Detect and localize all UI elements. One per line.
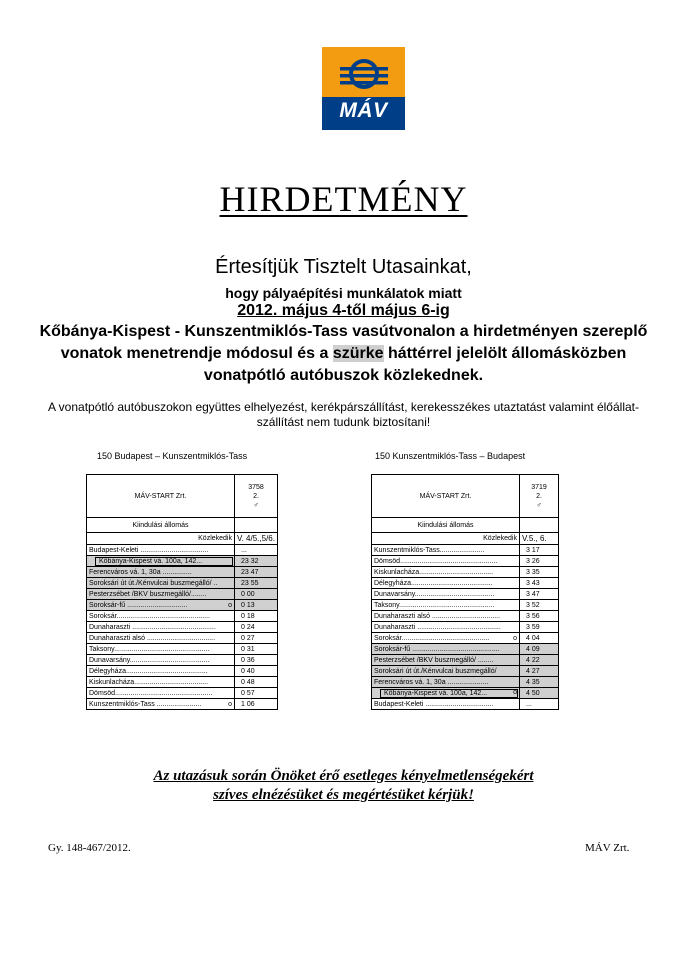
table-row bbox=[372, 545, 559, 556]
table-row bbox=[87, 578, 278, 589]
timetable-left-title: 150 Budapest – Kunszentmiklós-Tass bbox=[97, 451, 248, 461]
table-row bbox=[87, 633, 278, 644]
time-cell: 3 47 bbox=[520, 589, 559, 600]
time-cell: 0 57 bbox=[235, 688, 278, 699]
time-cell: 0 18 bbox=[235, 611, 278, 622]
timetable-right bbox=[371, 474, 559, 710]
time-cell: 3 59 bbox=[520, 622, 559, 633]
table-row bbox=[87, 556, 278, 567]
table-row bbox=[87, 589, 278, 600]
time-cell: 1 06 bbox=[235, 699, 278, 710]
time-cell: 0 24 bbox=[235, 622, 278, 633]
operates-label: Közlekedik bbox=[87, 533, 235, 545]
station-cell: Dunaharaszti ........................................... bbox=[87, 622, 235, 633]
mav-wheel-icon bbox=[336, 53, 392, 95]
origin-label: Kiindulási állomás bbox=[87, 518, 235, 533]
table-row bbox=[87, 644, 278, 655]
station-cell: Dunavarsány......................................... bbox=[372, 589, 520, 600]
time-cell: ... bbox=[520, 699, 559, 710]
table-row bbox=[372, 699, 559, 710]
time-cell: 4 22 bbox=[520, 655, 559, 666]
bike-icon: ♂ bbox=[536, 501, 542, 509]
station-cell: Délegyháza.......................................... bbox=[372, 578, 520, 589]
station-cell: Dunaharaszti alsó ................................... bbox=[372, 611, 520, 622]
table-row bbox=[87, 666, 278, 677]
operates-label: Közlekedik bbox=[372, 533, 520, 545]
table-row bbox=[372, 666, 559, 677]
issuer-name: MÁV Zrt. bbox=[585, 842, 630, 854]
table-row bbox=[372, 611, 559, 622]
operates-value: V. 4/5.,5/6. bbox=[235, 533, 278, 545]
time-cell: 23 55 bbox=[235, 578, 278, 589]
table-row bbox=[87, 567, 278, 578]
table-row bbox=[372, 589, 559, 600]
station-cell: Kőbánya-Kispest vá. 100a, 142... bbox=[87, 556, 235, 567]
time-cell: 23 32 bbox=[235, 556, 278, 567]
station-cell: Ferencváros vá. 1, 30a ............... bbox=[87, 567, 235, 578]
station-cell: Dunaharaszti alsó ................................... bbox=[87, 633, 235, 644]
service-notice: A vonatpótló autóbuszokon együttes elhelyezést, kerékpárszállítást, kerekesszékes utaztatást valamint élőállat-szállítást nem tudunk biztosítani! bbox=[48, 400, 639, 429]
stop-marker: o bbox=[513, 688, 517, 696]
page-title: HIRDETMÉNY bbox=[219, 179, 468, 219]
timetable-right-title: 150 Kunszentmiklós-Tass – Budapest bbox=[375, 451, 526, 461]
station-cell: Soroksári út út./Kénvulcai buszmegálló/ bbox=[372, 666, 520, 677]
station-cell: Kunszentmiklós-Tass....................... bbox=[372, 545, 520, 556]
time-cell: 3 26 bbox=[520, 556, 559, 567]
bike-icon: ♂ bbox=[253, 501, 259, 509]
station-cell: Kiskunlacháza...................................... bbox=[87, 677, 235, 688]
time-cell: 3 43 bbox=[520, 578, 559, 589]
stop-marker: o bbox=[513, 634, 517, 642]
operator-cell: MÁV-START Zrt. bbox=[372, 475, 520, 518]
time-cell: 3 56 bbox=[520, 611, 559, 622]
announcement-body: Kőbánya-Kispest - Kunszentmiklós-Tass vasútvonalon a hirdetményen szereplő vonatok menetrendje módosul és a szürke háttérrel jelelölt állomásközben vonatpótló autóbuszok közlekednek. bbox=[39, 323, 648, 384]
table-row bbox=[87, 655, 278, 666]
stop-marker: o bbox=[228, 601, 232, 609]
train-header: 3719 2. ♂ bbox=[520, 475, 559, 518]
time-cell: 3 52 bbox=[520, 600, 559, 611]
table-row bbox=[372, 633, 559, 644]
timetable-left bbox=[86, 474, 278, 710]
time-cell: 0 31 bbox=[235, 644, 278, 655]
station-cell: Délegyháza.......................................... bbox=[87, 666, 235, 677]
time-cell: 4 50 bbox=[520, 688, 559, 699]
station-cell: Dömsöd.................................................. bbox=[87, 688, 235, 699]
time-cell: ... bbox=[235, 545, 278, 556]
station-cell: Budapest-Keleti ................................... bbox=[372, 699, 520, 710]
table-row bbox=[372, 688, 559, 699]
station-cell: Budapest-Keleti ................................... bbox=[87, 545, 235, 556]
table-row bbox=[87, 611, 278, 622]
station-cell: Dunavarsány......................................... bbox=[87, 655, 235, 666]
table-row bbox=[372, 677, 559, 688]
time-cell: 4 09 bbox=[520, 644, 559, 655]
station-cell: o Soroksár............................................. bbox=[372, 633, 520, 644]
station-cell: Taksony................................................. bbox=[87, 644, 235, 655]
table-row bbox=[87, 622, 278, 633]
table-row bbox=[87, 688, 278, 699]
time-cell: 0 00 bbox=[235, 589, 278, 600]
time-cell: 0 27 bbox=[235, 633, 278, 644]
station-cell: Pesterzsébet /BKV buszmegálló/........ bbox=[87, 589, 235, 600]
table-row bbox=[87, 677, 278, 688]
reason-line: hogy pályaépítési munkálatok miatt bbox=[225, 285, 462, 301]
station-cell: Pesterzsébet /BKV buszmegálló/ ........ bbox=[372, 655, 520, 666]
table-row bbox=[372, 600, 559, 611]
origin-label: Kiindulási állomás bbox=[372, 518, 520, 533]
station-cell: o Kőbánya-Kispest vá. 100a, 142... bbox=[372, 688, 520, 699]
time-cell: 3 35 bbox=[520, 567, 559, 578]
table-row bbox=[372, 644, 559, 655]
station-cell: Soroksár-fű ............................................. bbox=[372, 644, 520, 655]
station-cell: Kiskunlacháza...................................... bbox=[372, 567, 520, 578]
station-cell: Soroksár................................................ bbox=[87, 611, 235, 622]
train-header: 3758 2. ♂ bbox=[235, 475, 278, 518]
time-cell: 0 48 bbox=[235, 677, 278, 688]
time-cell: 4 35 bbox=[520, 677, 559, 688]
date-range: 2012. május 4-től május 6-ig bbox=[237, 302, 450, 319]
time-cell: 4 04 bbox=[520, 633, 559, 644]
reference-number: Gy. 148-467/2012. bbox=[48, 842, 131, 854]
table-row bbox=[372, 655, 559, 666]
time-cell: 23 47 bbox=[235, 567, 278, 578]
station-cell: Soroksári út út./Kénvulcai buszmegálló/ .. bbox=[87, 578, 235, 589]
table-row bbox=[87, 545, 278, 556]
table-row bbox=[372, 622, 559, 633]
table-row bbox=[372, 556, 559, 567]
station-cell: Taksony................................................. bbox=[372, 600, 520, 611]
station-cell: Ferencváros vá. 1, 30a ..................... bbox=[372, 677, 520, 688]
time-cell: 3 17 bbox=[520, 545, 559, 556]
table-row bbox=[87, 699, 278, 710]
time-cell: 0 13 bbox=[235, 600, 278, 611]
logo-text: MÁV bbox=[339, 99, 388, 122]
apology-text: Az utazásuk során Önöket érő esetleges kényelmetlenségekért szíves elnézésüket és megértésüket kérjük! bbox=[153, 768, 534, 803]
station-cell: o Soroksár-fű ............................... bbox=[87, 600, 235, 611]
station-cell: Dunaharaszti ........................................... bbox=[372, 622, 520, 633]
station-cell: o Kunszentmiklós-Tass ....................... bbox=[87, 699, 235, 710]
mav-logo bbox=[322, 47, 405, 130]
operates-value: V.5., 6. bbox=[520, 533, 559, 545]
gray-highlight-word: szürke bbox=[332, 345, 384, 362]
time-cell: 4 27 bbox=[520, 666, 559, 677]
table-row bbox=[372, 567, 559, 578]
table-row bbox=[372, 578, 559, 589]
table-row bbox=[87, 600, 278, 611]
station-cell: Dömsöd.................................................. bbox=[372, 556, 520, 567]
greeting: Értesítjük Tisztelt Utasainkat, bbox=[215, 256, 472, 278]
time-cell: 0 40 bbox=[235, 666, 278, 677]
time-cell: 0 36 bbox=[235, 655, 278, 666]
stop-marker: o bbox=[228, 700, 232, 708]
operator-cell: MÁV-START Zrt. bbox=[87, 475, 235, 518]
